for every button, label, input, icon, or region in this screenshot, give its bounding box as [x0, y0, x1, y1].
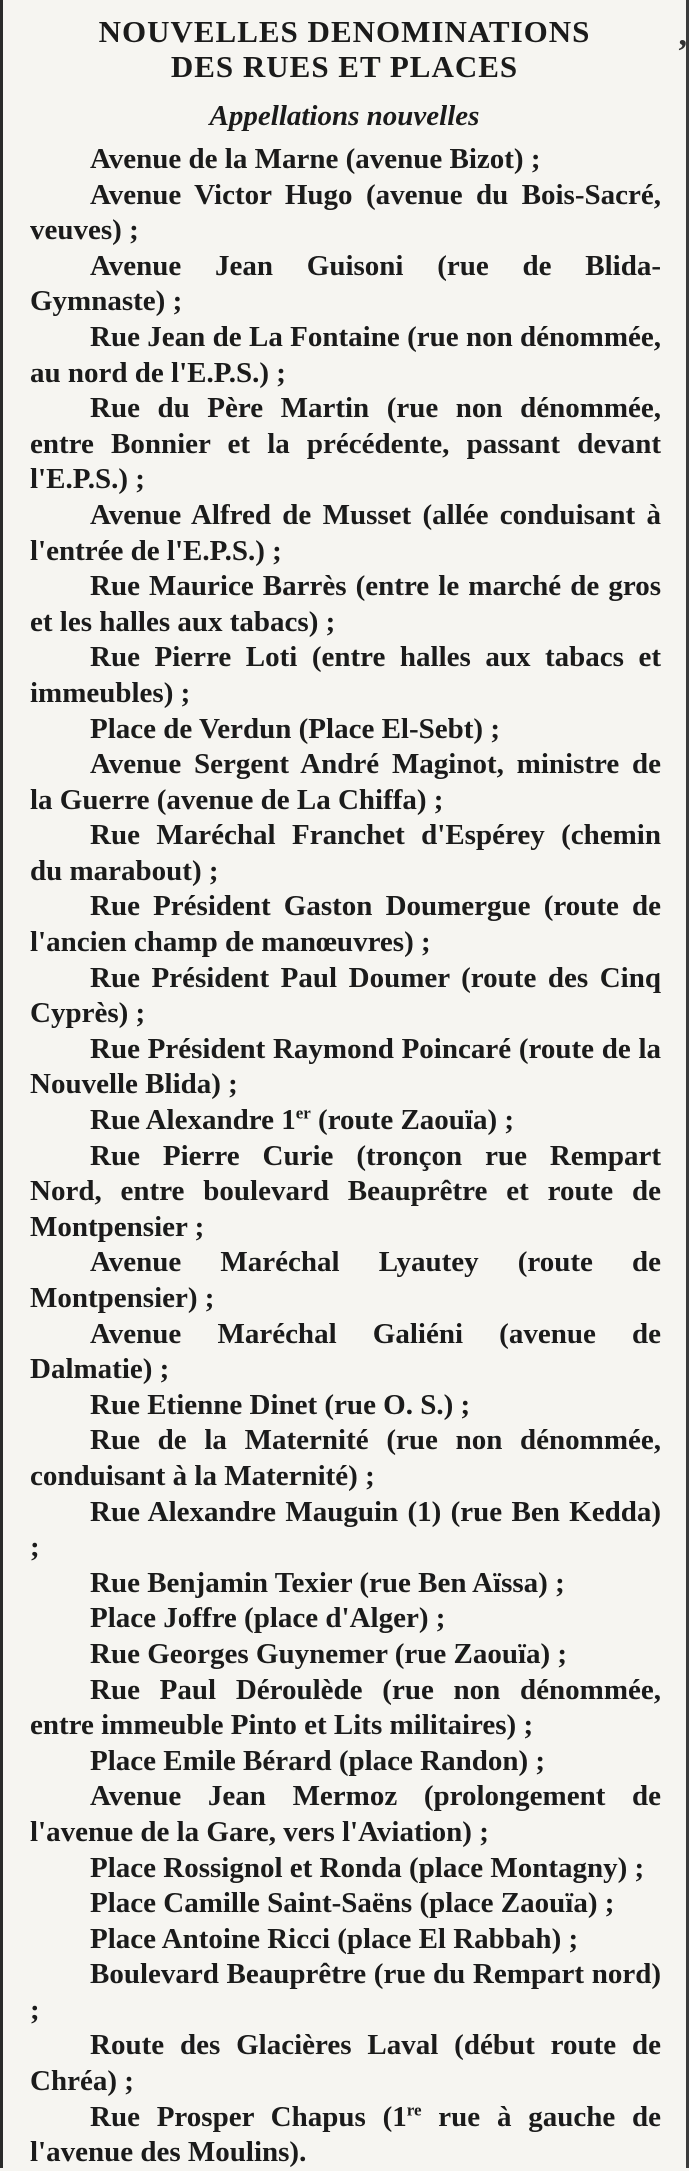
article-title-line-2: DES RUES ET PLACES	[170, 49, 519, 84]
ordinal-superscript: er	[295, 1103, 311, 1123]
street-entry-text: Rue Prosper Chapus (1	[90, 2100, 407, 2133]
street-entry: Place Joffre (place d'Alger) ;	[90, 1602, 446, 1635]
street-entry: Rue Maréchal Franchet d'Espérey (chemin du marabout) ;	[30, 819, 661, 887]
street-entry: Avenue Alfred de Musset (allée conduisant à l'entrée de l'E.P.S.) ;	[30, 498, 661, 567]
street-entry: Avenue Jean Mermoz (prolongement de l'avenue de la Gare, vers l'Aviation) ;	[30, 1780, 661, 1848]
street-entry: Place de Verdun (Place El-Sebt) ;	[90, 712, 500, 745]
street-entry	[30, 2100, 661, 2171]
street-entry: Rue Maurice Barrès (entre le marché de gros et les halles aux tabacs) ;	[30, 570, 661, 638]
street-entry-text: Rue Alexandre 1	[90, 1104, 296, 1137]
street-entry: Boulevard Beauprêtre (rue du Rempart nord) ;	[30, 1958, 661, 2026]
street-entry: Rue Président Gaston Doumergue (route de l'ancien champ de manœuvres) ;	[30, 890, 661, 959]
article-header	[0, 0, 689, 134]
street-entry-text: rue à gauche de l'avenue des Moulins).	[30, 2100, 661, 2169]
column-rule-left	[0, 0, 3, 2168]
street-entry	[30, 1103, 661, 1139]
street-list	[30, 142, 661, 2171]
street-entry-text: (route Zaouïa) ;	[310, 1104, 515, 1137]
street-entry: Avenue Sergent André Maginot, ministre de la Guerre (avenue de La Chiffa) ;	[30, 748, 661, 816]
street-entry: Place Camille Saint-Saëns (place Zaouïa) ;	[90, 1887, 615, 1920]
street-entry: Rue Etienne Dinet (rue O. S.) ;	[90, 1388, 471, 1421]
street-entry: Rue Georges Guynemer (rue Zaouïa) ;	[90, 1637, 568, 1670]
street-entry: Rue du Père Martin (rue non dénommée, entre Bonnier et la précédente, passant devant l'E.P.S.) ;	[30, 392, 661, 496]
article-title-line-1: NOUVELLES DENOMINATIONS	[98, 14, 591, 49]
article-subtitle: Appellations nouvelles	[209, 100, 480, 132]
street-entry: Rue Paul Déroulède (rue non dénommée, entre immeuble Pinto et Lits militaires) ;	[30, 1673, 661, 1742]
street-entry: Avenue Victor Hugo (avenue du Bois-Sacré, veuves) ;	[30, 178, 661, 247]
street-entry: Avenue de la Marne (avenue Bizot) ;	[90, 143, 541, 175]
street-entry: Place Antoine Ricci (place El Rabbah) ;	[90, 1922, 579, 1955]
street-entry: Rue Alexandre Mauguin (1) (rue Ben Kedda) ;	[30, 1495, 661, 1564]
street-entry: Route des Glacières Laval (début route de Chréa) ;	[30, 2029, 661, 2098]
street-entry: Avenue Maréchal Lyautey (route de Montpensier) ;	[30, 1246, 661, 1314]
street-entry: Rue Jean de La Fontaine (rue non dénommée, au nord de l'E.P.S.) ;	[30, 320, 661, 389]
street-entry: Rue Pierre Loti (entre halles aux tabacs et immeubles) ;	[30, 641, 661, 709]
street-entry: Rue Pierre Curie (tronçon rue Rempart Nord, entre boulevard Beauprêtre et route de Montpensier ;	[30, 1139, 661, 1243]
street-entry: Rue de la Maternité (rue non dénommée, conduisant à la Maternité) ;	[30, 1424, 661, 1492]
street-entry: Place Emile Bérard (place Randon) ;	[90, 1744, 546, 1777]
ordinal-superscript: re	[406, 2100, 422, 2119]
street-entry: Rue Président Raymond Poincaré (route de la Nouvelle Blida) ;	[30, 1032, 661, 1101]
street-entry: Place Rossignol et Ronda (place Montagny) ;	[90, 1851, 645, 1884]
street-entry: Avenue Jean Guisoni (rue de Blida-Gymnaste) ;	[30, 249, 661, 318]
street-entry: Avenue Maréchal Galiéni (avenue de Dalmatie) ;	[30, 1317, 661, 1386]
street-entry: Rue Benjamin Texier (rue Ben Aïssa) ;	[90, 1566, 565, 1599]
adjacent-column-fragment: ,	[678, 16, 687, 53]
street-entry: Rue Président Paul Doumer (route des Cinq Cyprès) ;	[30, 961, 661, 1030]
